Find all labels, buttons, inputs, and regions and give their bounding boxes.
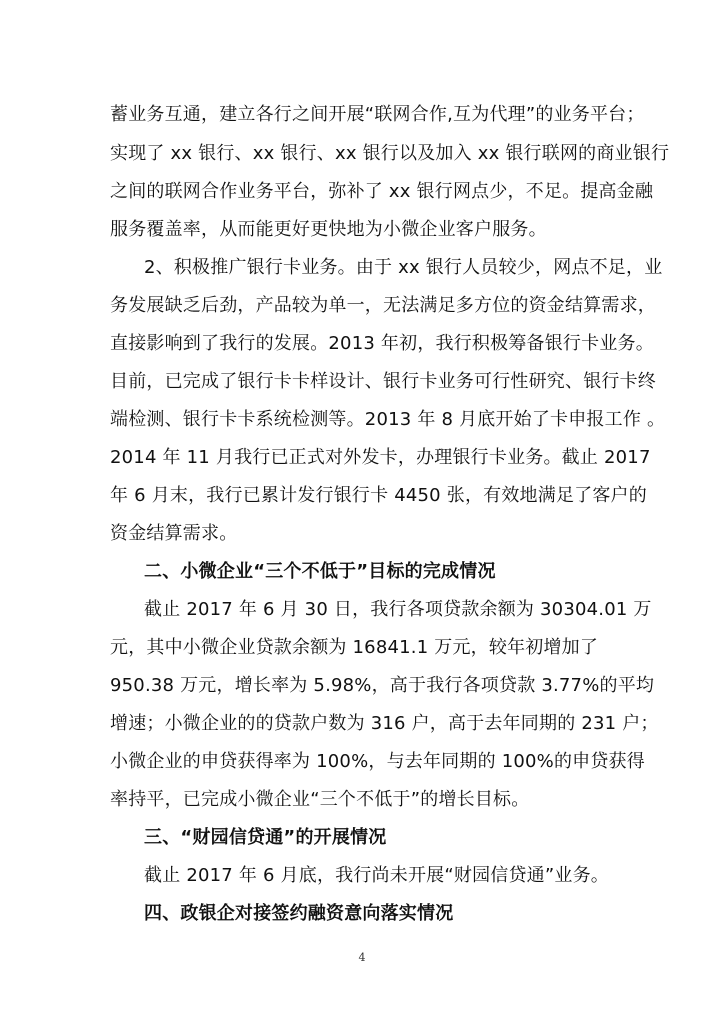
body-text-line: 增速；小微企业的的贷款户数为 316 户，高于去年同期的 231 户； [110, 713, 659, 734]
body-text-line: 之间的联网合作业务平台，弥补了 xx 银行网点少，不足。提高金融 [110, 181, 654, 202]
body-text-line: 实现了 xx 银行、xx 银行、xx 银行以及加入 xx 银行联网的商业银行 [110, 143, 670, 164]
section-heading: 四、政银企对接签约融资意向落实情况 [144, 903, 454, 924]
body-text-line: 小微企业的申贷获得率为 100%，与去年同期的 100%的申贷获得 [110, 751, 645, 772]
body-text-line: 950.38 万元，增长率为 5.98%，高于我行各项贷款 3.77%的平均 [110, 675, 655, 696]
body-text-line: 直接影响到了我行的发展。2013 年初，我行积极筹备银行卡业务。 [110, 333, 654, 354]
body-text-line: 元，其中小微企业贷款余额为 16841.1 万元，较年初增加了 [110, 637, 599, 658]
body-text-line: 截止 2017 年 6 月底，我行尚未开展“财园信贷通”业务。 [144, 865, 609, 886]
body-text-line: 2、积极推广银行卡业务。由于 xx 银行人员较少，网点不足，业 [144, 257, 663, 278]
body-text-line: 率持平，已完成小微企业“三个不低于”的增长目标。 [110, 789, 530, 810]
body-text-line: 蓄业务互通，建立各行之间开展“联网合作,互为代理”的业务平台； [110, 104, 645, 125]
body-text-line: 目前，已完成了银行卡卡样设计、银行卡业务可行性研究、银行卡终 [110, 371, 656, 392]
body-text-line: 截止 2017 年 6 月 30 日，我行各项贷款余额为 30304.01 万 [144, 599, 652, 620]
body-text-line: 年 6 月末，我行已累计发行银行卡 4450 张，有效地满足了客户的 [110, 485, 647, 506]
body-text-line: 务发展缺乏后劲，产品较为单一，无法满足多方位的资金结算需求， [110, 295, 656, 316]
body-text-line: 端检测、银行卡卡系统检测等。2013 年 8 月底开始了卡申报工作 。 [110, 409, 666, 430]
section-heading: 三、“财园信贷通”的开展情况 [144, 827, 387, 848]
body-text-line: 2014 年 11 月我行已正式对外发卡，办理银行卡业务。截止 2017 [110, 447, 651, 468]
section-heading: 二、小微企业“三个不低于”目标的完成情况 [144, 561, 496, 582]
body-text-line: 资金结算需求。 [110, 523, 238, 544]
page-number: 4 [358, 951, 366, 964]
body-text-line: 服务覆盖率，从而能更好更快地为小微企业客户服务。 [110, 219, 547, 240]
